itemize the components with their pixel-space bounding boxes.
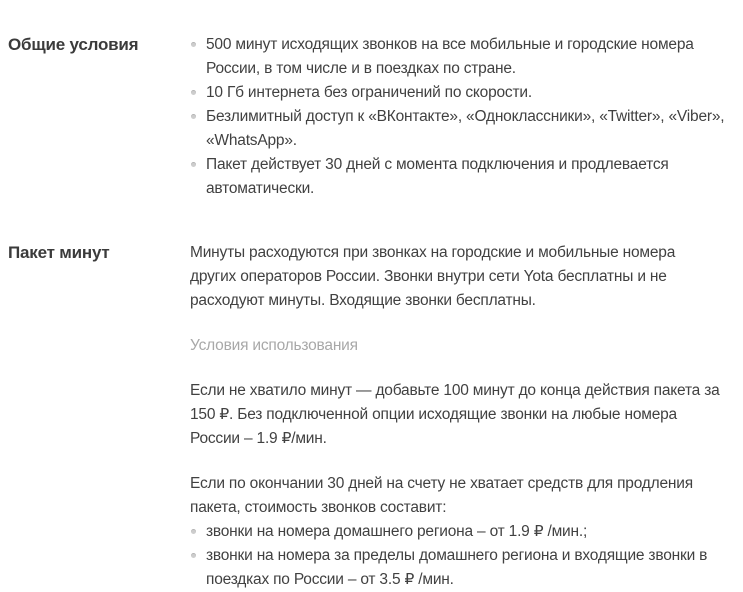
list-item-text: звонки на номера за пределы домашнего региона и входящие звонки в поездках по России – от 3.5 ₽ /мин. bbox=[206, 547, 708, 588]
list-item-text: Безлимитный доступ к «ВКонтакте», «Одноклассники», «Twitter», «Viber», «WhatsApp». bbox=[206, 108, 725, 149]
renewal-paragraph: Если по окончании 30 дней на счету не хватает средств для продления пакета, стоимость звонков составит: bbox=[190, 475, 693, 516]
bullet-icon bbox=[191, 42, 196, 47]
list-item bbox=[190, 33, 725, 81]
list-item-text: 500 минут исходящих звонков на все мобильные и городские номера России, в том числе и в поездках по стране. bbox=[206, 36, 694, 77]
price-list bbox=[190, 520, 725, 592]
list-item-text: 10 Гб интернета без ограничений по скорости. bbox=[206, 84, 532, 101]
bullet-icon bbox=[191, 529, 196, 534]
list-item bbox=[190, 81, 725, 105]
list-item-text: звонки на номера домашнего региона – от 1.9 ₽ /мин.; bbox=[206, 523, 588, 540]
minutes-package-content bbox=[190, 241, 725, 592]
minutes-package-heading: Пакет минут bbox=[8, 243, 110, 262]
list-item bbox=[190, 544, 725, 592]
section-general-terms bbox=[8, 33, 743, 201]
list-item bbox=[190, 520, 725, 544]
add-minutes-paragraph: Если не хватило минут — добавьте 100 минут до конца действия пакета за 150 ₽. Без подключенной опции исходящие звонки на любые номера России – 1.9 ₽/мин. bbox=[190, 382, 720, 447]
bullet-icon bbox=[191, 90, 196, 95]
bullet-icon bbox=[191, 114, 196, 119]
minutes-intro-paragraph: Минуты расходуются при звонках на городские и мобильные номера других операторов России. Звонки внутри сети Yota бесплатны и не расходуют минуты. Входящие звонки бесплатны. bbox=[190, 244, 676, 309]
bullet-icon bbox=[191, 553, 196, 558]
general-terms-heading: Общие условия bbox=[8, 35, 139, 54]
general-terms-content bbox=[190, 33, 725, 201]
usage-terms-subheading: Условия использования bbox=[190, 337, 358, 354]
section-minutes-package bbox=[8, 241, 743, 592]
list-item bbox=[190, 105, 725, 153]
general-terms-list bbox=[190, 33, 725, 201]
bullet-icon bbox=[191, 162, 196, 167]
list-item bbox=[190, 153, 725, 201]
list-item-text: Пакет действует 30 дней с момента подключения и продлевается автоматически. bbox=[206, 156, 669, 197]
